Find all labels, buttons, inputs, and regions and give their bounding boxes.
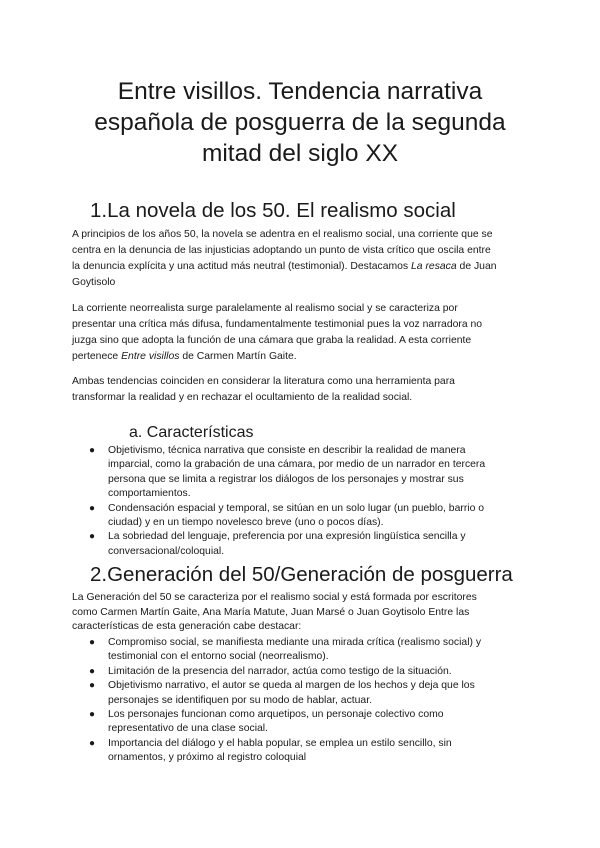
- bullet-icon: ●: [89, 680, 96, 692]
- section-2-heading: [90, 562, 513, 588]
- section-1-paragraph-3: Ambas tendencias coinciden en considerar la literatura como una herramienta para transformar la realidad y en rechazar el ocultamiento de la realidad social.: [72, 376, 455, 403]
- list-item-text: Los personajes funcionan como arquetipos, un personaje colectivo como representativo de una clase social.: [108, 709, 444, 735]
- generation-characteristics-list: [72, 636, 528, 766]
- section-1-title: La novela de los 50. El realismo social: [107, 199, 456, 222]
- list-item-text: Importancia del diálogo y el habla popular, se emplea un estilo sencillo, sin ornamentos, y próximo al registro coloquial: [108, 737, 452, 764]
- bullet-icon: ●: [89, 709, 96, 721]
- list-item-text: Compromiso social, se manifiesta mediante una mirada crítica (realismo social) y testimonial con el entorno social (neorrealismo).: [108, 637, 482, 663]
- book-title-entre-visillos: Entre visillos: [121, 351, 180, 362]
- list-item: [72, 502, 528, 531]
- bullet-icon: ●: [89, 637, 96, 648]
- subsection-a-heading: a. Características: [129, 424, 254, 441]
- section-1-paragraph-1: [72, 227, 532, 291]
- list-item-text: Objetivismo, técnica narrativa que consiste en describir la realidad de manera imparcial, como la grabación de una cámara, por medio de un narrador en tercera persona que se limita a registrar los diálogos de los personajes y mostrar sus comportamientos.: [108, 445, 486, 500]
- section-2-intro: La Generación del 50 se caracteriza por el realismo social y está formada por escritores como Carmen Martín Gaite, Ana María Matute, Juan Marsé o Juan Goytisolo Entre las características de esta generación cabe destacar:: [72, 592, 477, 633]
- text-run: A principios de los años 50, la novela se adentra en el realismo social, una corriente que se centra en la denuncia de las injusticias adoptando un punto de vista crítico que oscila entre la denuncia explícita y una actitud más neutral (testimonial). Destacamos: [72, 229, 493, 272]
- list-item: [72, 636, 528, 665]
- document-title: Entre visillos. Tendencia narrativa española de posguerra de la segunda mitad del siglo XX: [94, 78, 506, 167]
- list-item: [72, 679, 528, 708]
- list-item-text: La sobriedad del lenguaje, preferencia por una expresión lingüística sencilla y conversacional/coloquial.: [108, 531, 466, 557]
- book-title-la-resaca: La resaca: [411, 261, 457, 272]
- section-2-title: Generación del 50/Generación de posguerra: [107, 563, 513, 586]
- section-1-heading: [90, 198, 456, 224]
- characteristics-list: [72, 444, 528, 559]
- bullet-icon: ●: [89, 665, 96, 677]
- list-item: [72, 444, 528, 502]
- list-item: [72, 665, 528, 679]
- section-1-number: 1.: [90, 199, 108, 222]
- list-item: [72, 737, 528, 766]
- list-item-text: Limitación de la presencia del narrador, actúa como testigo de la situación.: [108, 665, 452, 677]
- text-run: de Juan Goytisolo: [72, 261, 497, 288]
- bullet-icon: ●: [89, 502, 96, 514]
- text-run: de Carmen Martín Gaite.: [179, 351, 297, 362]
- bullet-icon: ●: [89, 445, 96, 456]
- list-item: [72, 530, 528, 559]
- list-item-text: Condensación espacial y temporal, se sitúan en un solo lugar (un pueblo, barrio o ciudad) y en un tiempo novelesco breve (uno o pocos días).: [108, 502, 485, 529]
- text-run: La corriente neorrealista surge paralelamente al realismo social y se caracteriza por presentar una crítica más difusa, fundamentalmente testimonial pues la voz narradora no juzga sino que adopta la función de una cámara que graba la realidad. A esta corriente pertenece: [72, 303, 483, 362]
- list-item: [72, 708, 528, 737]
- bullet-icon: ●: [89, 737, 96, 749]
- section-1-paragraph-2: [72, 301, 532, 365]
- bullet-icon: ●: [89, 531, 96, 543]
- list-item-text: Objetivismo narrativo, el autor se queda al margen de los hechos y deja que los personajes se identifiquen por su modo de hablar, actuar.: [108, 680, 475, 706]
- section-2-number: 2.: [90, 563, 108, 586]
